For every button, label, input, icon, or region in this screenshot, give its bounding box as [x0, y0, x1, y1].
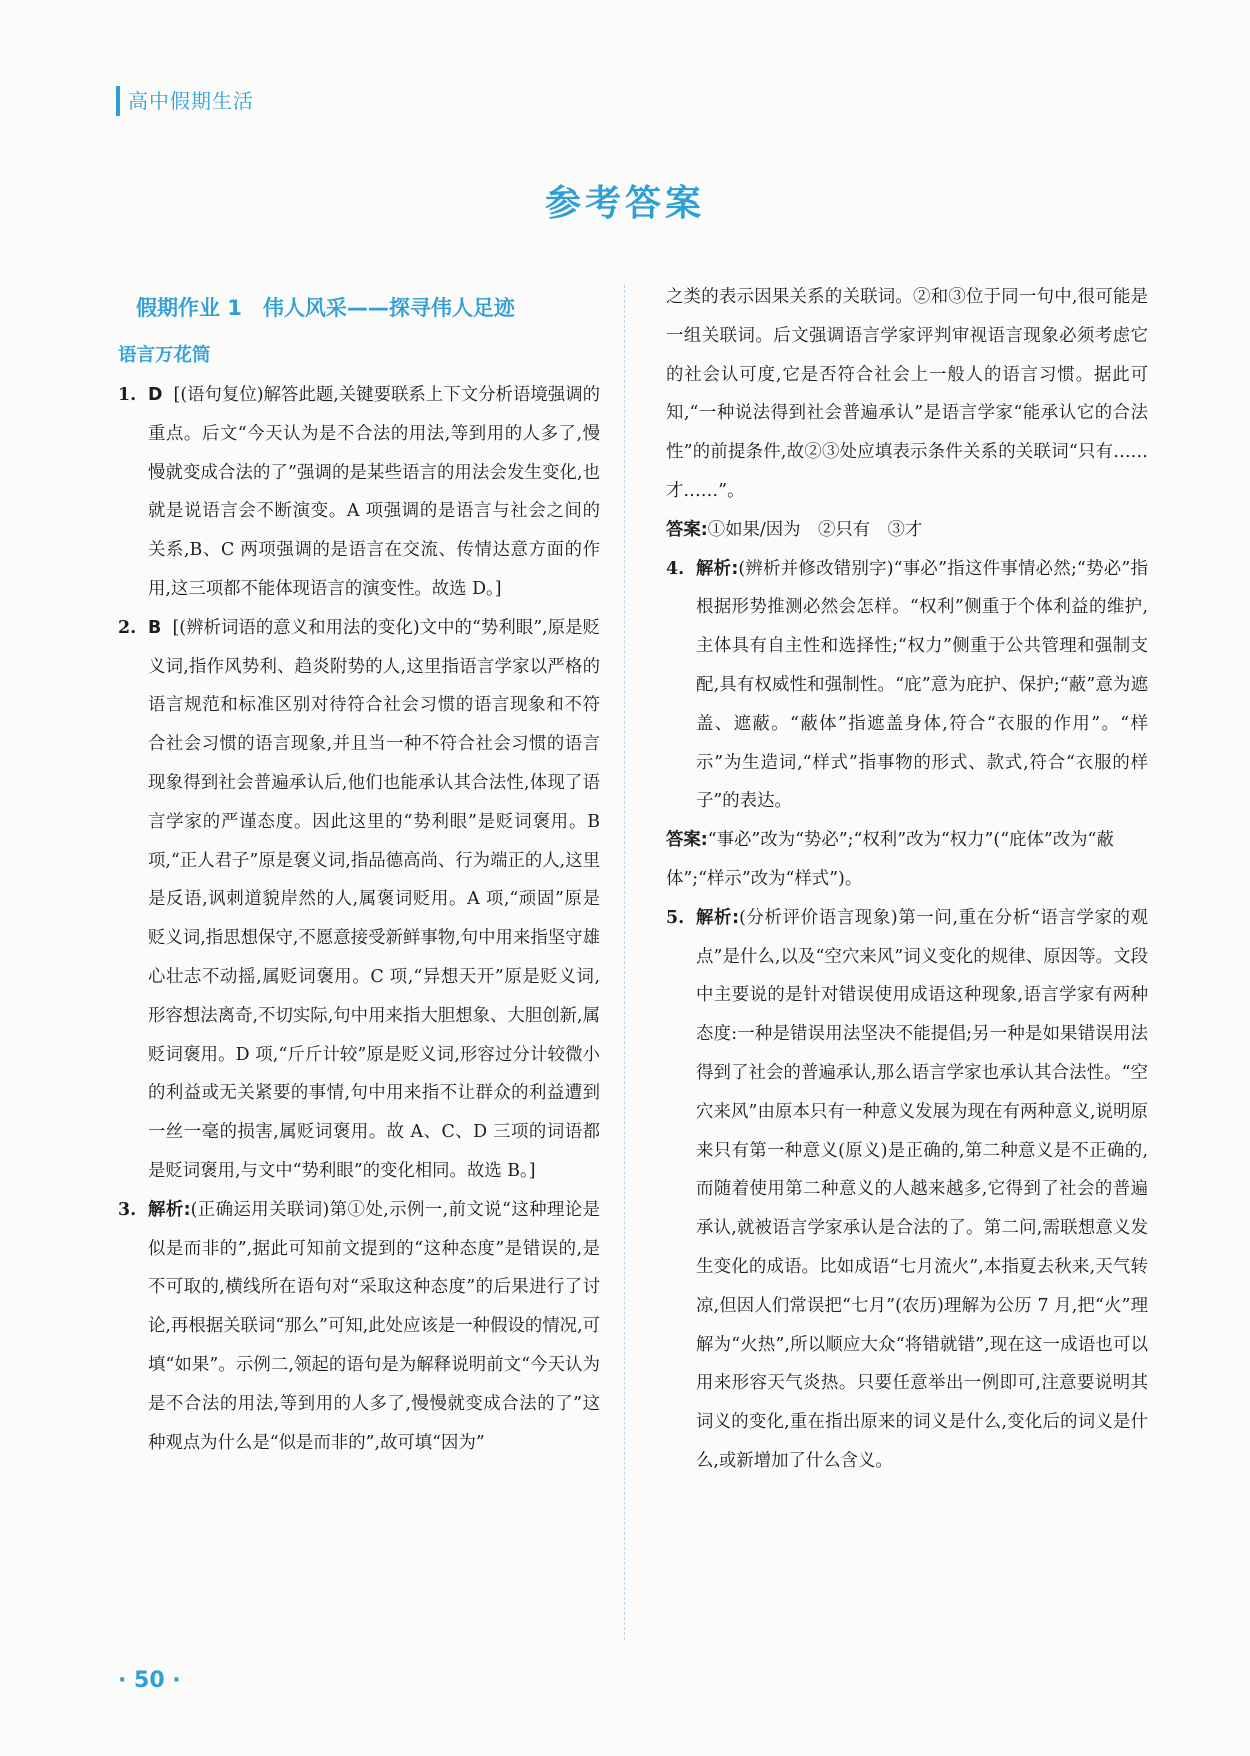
- right-column: [666, 278, 1148, 1481]
- header-accent-bar: [116, 86, 120, 116]
- answer-text: “事必”改为“势必”;“权利”改为“权力”(“庇体”改为“蔽体”;“样示”改为“样式”)。: [666, 830, 1114, 889]
- item-label: 解析:: [696, 558, 739, 579]
- item-label: 解析:: [696, 907, 740, 928]
- item-number: 2.: [118, 617, 137, 638]
- section-title: 假期作业 1 伟人风采——探寻伟人足迹: [136, 296, 515, 320]
- item-3-answer: [666, 511, 1148, 550]
- answer-item-4: [666, 550, 1148, 822]
- item-answer: B: [148, 617, 162, 638]
- item-4-answer: [666, 821, 1148, 899]
- page-title: 参考答案: [544, 183, 705, 224]
- item-text: [(辨析词语的意义和用法的变化)文中的“势利眼”,原是贬义词,指作风势利、趋炎附势的人,这里指语言学家以严格的语言规范和标准区别对待符合社会习惯的语言现象和不符合社会习惯的语言现象,并且当一种不符合社会习惯的语言现象得到社会普遍承认后,他们也能承认其合法性,体现了语言学家的严谨态度。因此这里的“势利眼”是贬词褒用。B 项,“正人君子”原是褒义词,指品德高尚、行为端正的人,这里是反语,讽刺道貌岸然的人,属褒词贬用。A 项,“顽固”原是贬义词,指思想保守,不愿意接受新鲜事物,句中用来指坚守雄心壮志不动摇,属贬词褒用。C 项,“异想天开”原是贬义词,形容想法离奇,不切实际,句中用来指大胆想象、大胆创新,属贬词褒用。D 项,“斤斤计较”原是贬义词,形容过分计较微小的利益或无关紧要的事情,句中用来指不让群众的利益遭到一丝一毫的损害,属贬词褒用。故 A、C、D 三项的词语都是贬词褒用,与文中“势利眼”的变化相同。故选 B。]: [148, 617, 600, 1181]
- subsection-title: 语言万花筒: [118, 345, 211, 366]
- answer-item-5: [666, 899, 1148, 1481]
- item-number: 4.: [666, 558, 685, 579]
- series-title: 高中假期生活: [128, 89, 254, 113]
- item-number: 5.: [666, 907, 685, 928]
- item-number: 3.: [118, 1199, 137, 1220]
- answer-label: 答案:: [666, 830, 708, 851]
- item-text: (分析评价语言现象)第一问,重在分析“语言学家的观点”是什么,以及“空穴来风”词义变化的规律、原因等。文段中主要说的是针对错误使用成语这种现象,语言学家有两种态度:一种是错误用法坚决不能提倡;另一种是如果错误用法得到了社会的普遍承认,那么语言学家也承认其合法性。“空穴来风”由原本只有一种意义发展为现在有两种意义,说明原来只有第一种意义(原义)是正确的,第二种意义是不正确的,而随着使用第二种意义的人越来越多,它得到了社会的普遍承认,就被语言学家承认是合法的了。第二问,需联想意义发生变化的成语。比如成语“七月流火”,本指夏去秋来,天气转凉,但因人们常误把“七月”(农历)理解为公历 7 月,把“火”理解为“火热”,所以顺应大众“将错就错”,现在这一成语也可以用来形容天气炎热。只要任意举出一例即可,注意要说明其词义的变化,重在指出原来的词义是什么,变化后的词义是什么,或新增加了什么含义。: [696, 907, 1148, 1471]
- answer-item-2: [118, 609, 600, 1191]
- page-number: · 50 ·: [118, 1668, 181, 1693]
- column-divider: [624, 285, 625, 1640]
- answer-label: 答案:: [666, 519, 708, 540]
- left-column: [118, 278, 600, 1462]
- item-number: 1.: [118, 385, 137, 405]
- answer-item-3: [118, 1191, 600, 1463]
- answer-item-1: [118, 376, 600, 609]
- item-text: (辨析并修改错别字)“事必”指这件事情必然;“势必”指根据形势推测必然会怎样。“权利”侧重于个体利益的维护,主体具有自主性和选择性;“权力”侧重于公共管理和强制支配,具有权威性和强制性。“庇”意为庇护、保护;“蔽”意为遮盖、遮蔽。“蔽体”指遮盖身体,符合“衣服的作用”。“样示”为生造词,“样式”指事物的形式、款式,符合“衣服的样子”的表达。: [696, 558, 1148, 812]
- item-3-continuation: 之类的表示因果关系的关联词。②和③位于同一句中,很可能是一组关联词。后文强调语言学家评判审视语言现象必须考虑它的社会认可度,它是否符合社会上一般人的语言习惯。据此可知,“一种说法得到社会普遍承认”是语言学家“能承认它的合法性”的前提条件,故②③处应填表示条件关系的关联词“只有……才……”。: [666, 287, 1148, 501]
- item-answer: D: [148, 385, 163, 405]
- answer-text: ①如果/因为 ②只有 ③才: [707, 519, 923, 540]
- item-text: [(语句复位)解答此题,关键要联系上下文分析语境强调的重点。后文“今天认为是不合法的用法,等到用的人多了,慢慢就变成合法的了”强调的是某些语言的用法会发生变化,也就是说语言会不断演变。A 项强调的是语言与社会之间的关系,B、C 两项强调的是语言在交流、传情达意方面的作用,这三项都不能体现语言的演变性。故选 D。]: [148, 385, 600, 599]
- item-label: 解析:: [148, 1199, 191, 1220]
- item-text: (正确运用关联词)第①处,示例一,前文说“这种理论是似是而非的”,据此可知前文提到的“这种态度”是错误的,是不可取的,横线所在语句对“采取这种态度”的后果进行了讨论,再根据关联词“那么”可知,此处应该是一种假设的情况,可填“如果”。示例二,领起的语句是为解释说明前文“今天认为是不合法的用法,等到用的人多了,慢慢就变成合法的了”这种观点为什么是“似是而非的”,故可填“因为”: [148, 1199, 600, 1453]
